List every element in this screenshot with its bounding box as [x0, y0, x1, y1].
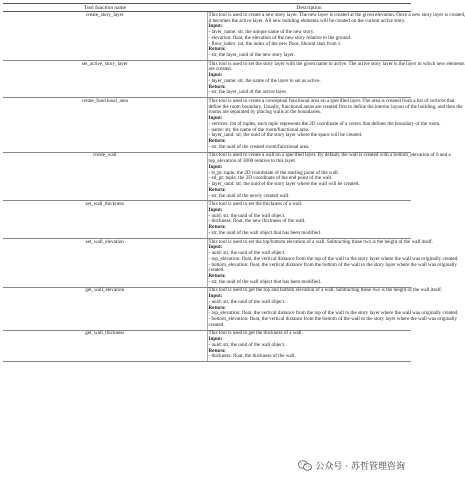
description-line: - layer_uuid: str, the uuid of the story layer where the space will be created. — [208, 132, 363, 139]
description-line: rooms are separated by placing walls at the boundaries. — [208, 109, 322, 116]
table-row — [3, 152, 411, 201]
wechat-icon — [298, 460, 312, 471]
description-line: - thickness: float, the thickness of the wall. — [208, 353, 296, 360]
table-row — [3, 98, 411, 153]
description-line: define the room boundary. Usually, functional areas are created first to define the interior layout of the building, and then the — [208, 103, 463, 110]
watermark — [295, 458, 408, 473]
description-line: This tool is used to create a wall on a specified layer. By default, the wall is created with a bottom_elevation of 0 and a — [208, 152, 451, 159]
description-line: This tool is used to set the top/bottom elevation of a wall. Subtracting these two is the height of the wall itself. — [208, 238, 434, 245]
table-row — [3, 287, 411, 330]
tool-name-cell: create_functional_area — [3, 98, 207, 153]
description-section-heading: Input: — [208, 336, 223, 343]
tool-name-cell: get_wall_elevation — [3, 287, 207, 330]
watermark-text: 公众号 · 苏哲管理咨询 — [315, 462, 405, 472]
description-line: - layer_uuid: str, the uuid of the story layer where the wall will be created. — [208, 181, 360, 188]
description-line: - uuid: str, the uuid of the wall object. — [208, 341, 286, 348]
description-section-heading: Return: — [208, 304, 226, 311]
description-line: - uuid: str, the uuid of the wall object. — [208, 298, 286, 305]
description-line: - uuid: str, the uuid of the wall object. — [208, 212, 286, 219]
tool-name-cell: create_wall — [3, 152, 207, 201]
table-row — [3, 330, 411, 362]
description-section-heading: Input: — [208, 293, 223, 300]
tool-name-cell: get_wall_thickness — [3, 330, 207, 362]
tool-description-cell — [207, 152, 451, 201]
description-line: - top_elevation: float, the vertical distance from the top of the wall to the story layer where the wall was originally created. — [208, 255, 459, 262]
table-header — [3, 4, 411, 12]
tool-description-cell — [207, 11, 465, 61]
description-line: it becomes the active layer. All new building elements will be created on the current active story. — [208, 17, 406, 24]
description-line: This tool is used to create a new story layer. The new layer is created at the given elevation. Once a new story layer is created, — [208, 11, 465, 18]
table-row — [3, 12, 411, 61]
tool-name-cell: set_wall_thickness — [3, 201, 207, 238]
description-section-heading: Return: — [208, 46, 226, 53]
table-body — [3, 11, 465, 362]
tool-description-cell — [207, 330, 411, 362]
description-section-heading: Input: — [208, 206, 223, 213]
description-line: - thickness: float, the new thickness of the wall. — [208, 218, 306, 225]
description-section-heading: Return: — [208, 273, 226, 280]
description-line: - str, the uuid of the wall object that has been modified. — [208, 229, 322, 236]
description-line: - str, the uuid of the created room/functional area. — [208, 143, 310, 150]
column-header-description: Description — [207, 4, 411, 12]
tool-function-table — [3, 3, 465, 362]
description-line: - name: str, the name of the room/functional area. — [208, 126, 310, 133]
description-section-heading: Return: — [208, 224, 226, 231]
description-line: - str, the uuid of the newly created wall. — [208, 192, 290, 199]
tool-name-cell: set_wall_elevation — [3, 238, 207, 287]
description-line: created. — [208, 321, 225, 328]
tool-description-cell — [207, 60, 465, 97]
table-row — [3, 201, 411, 238]
description-line: This tool is used to set the story layer with the given name to active. The active story layer is the layer in which new elements — [208, 60, 465, 67]
description-line: are created. — [208, 66, 232, 73]
tool-description-cell — [207, 97, 463, 153]
description-section-heading: Input: — [208, 115, 223, 122]
tool-description-cell — [207, 238, 459, 287]
description-line: - layer_name: str, the name of the layer to set as active. — [208, 77, 321, 84]
description-line: This tool is used to get the thickness of a wall. — [208, 330, 303, 337]
tool-name-cell: create_story_layer — [3, 12, 207, 61]
description-line: - elevation: float, the elevation of the new story relative to the ground. — [208, 34, 352, 41]
description-line: This tool is used to set the thickness of a wall. — [208, 201, 303, 208]
description-section-heading: Return: — [208, 138, 226, 145]
description-line: - layer_name: str, the unique name of the new story. — [208, 29, 315, 36]
description-line: created. — [208, 267, 225, 274]
description-section-heading: Input: — [208, 23, 223, 30]
description-line: - str, the layer_uuid of the active layer. — [208, 89, 288, 96]
column-header-name: Tool function name — [3, 4, 207, 12]
description-line: This tool is used to create a conceptual functional area on a specified layer. The area is created from a list of vertices that — [208, 97, 455, 104]
description-section-heading: Return: — [208, 347, 226, 354]
description-line: - str, the uuid of the wall object that has been modified. — [208, 278, 322, 285]
description-line: - floor_index: int, the index of the new floor. Should start from 1. — [208, 40, 342, 47]
description-line: - uuid: str, the uuid of the wall object. — [208, 250, 286, 257]
tool-description-cell — [207, 201, 411, 238]
description-line: - ed_pt: tuple, the 2D coordinate of the end point of the wall. — [208, 175, 333, 182]
description-line: - vertices: list of tuples, each tuple represents the 2D coordinate of a vertex that defines the boundary of the room. — [208, 120, 441, 127]
description-line: - st_pt: tuple, the 2D coordinate of the starting point of the wall. — [208, 169, 339, 176]
table-row — [3, 238, 411, 287]
description-section-heading: Return: — [208, 83, 226, 90]
description-section-heading: Return: — [208, 186, 226, 193]
description-line: - bottom_elevation: float, the vertical distance from the bottom of the wall to the story layer where the wall was originally — [208, 316, 458, 323]
description-section-heading: Input: — [208, 244, 223, 251]
description-line: This tool is used to get the top and bottom elevation of a wall. Subtracting these two is the height of the wall itself. — [208, 287, 443, 294]
description-line: - bottom_elevation: float, the vertical distance from the bottom of the wall to the story layer where the wall was originally — [208, 261, 458, 268]
description-line: - top_elevation: float, the vertical distance from the top of the wall to the story layer where the wall was originally created. — [208, 310, 459, 317]
table-row — [3, 60, 411, 97]
description-line: - str, the layer_uuid of the new story layer. — [208, 52, 295, 59]
description-line: top_elevation of 3000 relative to this layer. — [208, 158, 297, 165]
description-section-heading: Input: — [208, 163, 223, 170]
tool-name-cell: set_active_story_layer — [3, 60, 207, 97]
description-section-heading: Input: — [208, 72, 223, 79]
tool-description-cell — [207, 287, 459, 330]
